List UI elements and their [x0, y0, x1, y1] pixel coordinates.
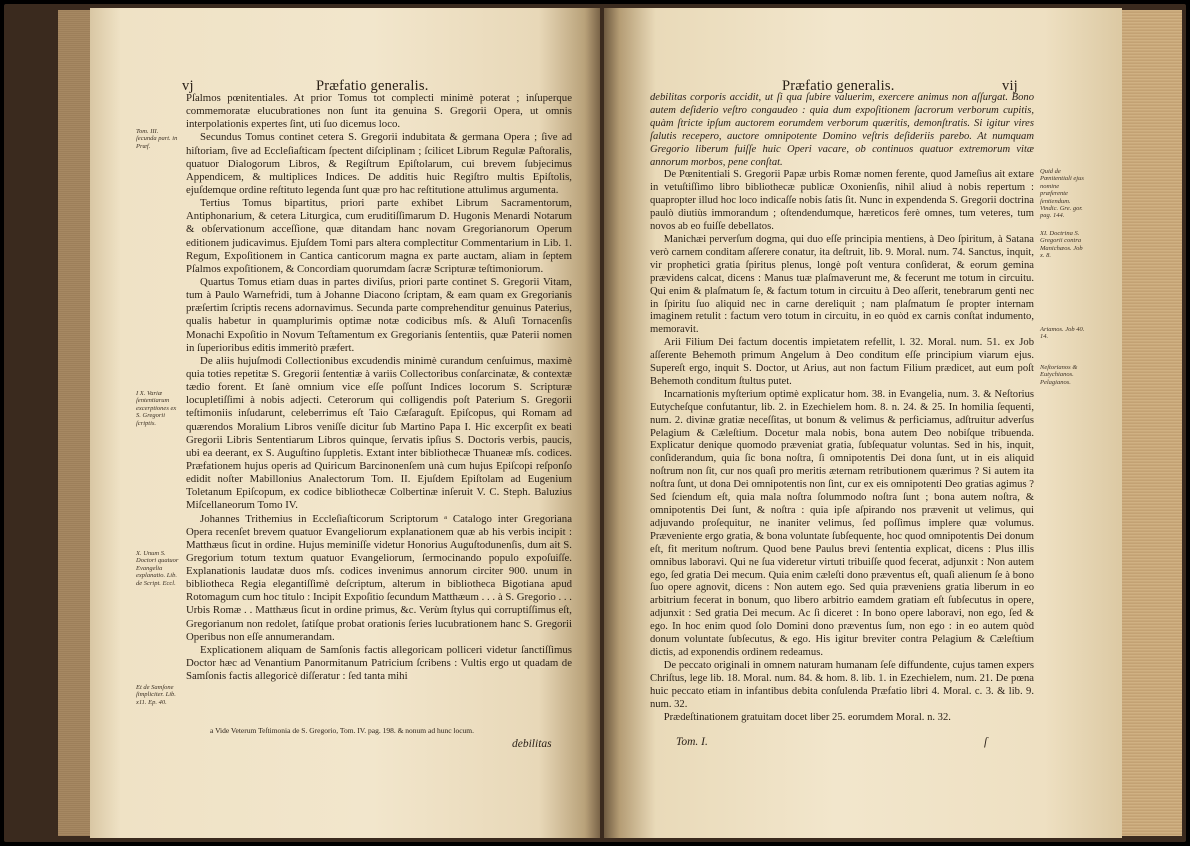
margin-note: XI. Doctrina S. Gregorii contra Manichæos. Job x. 8. [1040, 230, 1083, 260]
left-fore-edge [58, 10, 90, 836]
paragraph: Pſalmos pœnitentiales. At prior Tomus tot complecti minimè poterat ; inſuperque commemoratæ elucubrationes non ſunt ita genuina S. Gregorii Opera, ut omnis interpolationis expertes ſint, uti ſuo dicemus loco. [186, 92, 572, 131]
right-page [604, 8, 1122, 838]
margin-note: Tom. III. ſecunda part. in Præf. [136, 128, 178, 150]
paragraph: Explicationem aliquam de Samſonis factis allegoricam polliceri videtur ſanctiſſimus Doctor hæc ad Venantium Panormitanum Patricium ſcribens : Vultis ergo ut quadam de Samſonis factis allegoricè diſſeratur : ſed tanta mihi [186, 643, 572, 683]
left-page [90, 8, 600, 838]
paragraph: Quartus Tomus etiam duas in partes diviſus, priori parte continet S. Gregorii Vitam, tum à Paulo Warnefridi, tum à Johanne Diacono ſcriptam, & eam quam ex Gregorianis præſertim ſcriptis recens adornavimus. Secunda parte comprehenditur genuinus Paterius, qualis habetur in quamplurimis optimæ notæ codicibus mſs. & Aluſi Tornacenſis Monachi Expoſitio in Novum Teſtamentum ex Gregorianis ſententiis, quæ Paterii nomen in ſuperioribus editis immeritò præfert. [186, 275, 572, 354]
paragraph: De Pœnitentiali S. Gregorii Papæ urbis Romæ nomen ferente, quod Jameſius ait extare in vetuſtiſſimo libro bibliothecæ publicæ Oxonienſis, nihil aliud à nobis repertum : quapropter illud hoc loco indicaſſe nobis ſatis ſit. Nunc in expendenda S. Gregorii doctrina paulò diutiùs immorandum ; oſtendendumque, hæreticos ferè omnes, tum veteres, tum novos ab eo fuiſſe debellatos. [650, 169, 1034, 233]
paragraph: Tertius Tomus bipartitus, priori parte exhibet Librum Sacramentorum, Antiphonarium, & cetera Liturgica, cum eruditiſſimarum D. Hugonis Menardi Notarum & obſervationum acceſſione, quæ ditandam hanc novam Gregorianorum Operum editionem judicavimus. Ejuſdem Tomi pars altera complectitur Commentarium in Lib. 1. Regum, Expoſitionem in Cantica canticorum magna ex parte auctam, aliam in ſeptem Pſalmos expoſitionem, & Concordiam quorumdam ſacræ Scripturæ teſtimoniorum. [186, 197, 572, 275]
footnote: a Vide Veterum Teſtimonia de S. Gregorio, Tom. IV. pag. 198. & nonum ad hunc locum. [210, 726, 475, 735]
margin-note: Neſtorianos & Eutychianos. Pelagianos. [1040, 364, 1078, 386]
signature-mark: Tom. I. [676, 736, 708, 748]
right-running-header: Præfatio generalis. [782, 78, 895, 94]
signature-letter: ſ [984, 736, 988, 748]
margin-note: Quid de Pœnitentiali ejus nomine præferente ſentiendum. Vindic. Gre. gor. pag. 144. [1040, 168, 1084, 220]
right-page-number: vij [1002, 78, 1018, 94]
right-body [650, 92, 1034, 724]
paragraph: Johannes Trithemius in Eccleſiaſticorum Scriptorum ᵃ Catalogo inter Gregoriana Opera recenſet brevem quatuor Evangeliorum explanationem quæ ab his verbis incipit : Matthæus ſicut in ordine. Hujus meminiſſe videtur Honorius Auguſtodunenſis, dum ait S. Gregorium totum textum quatuor Evangeliorum, ſermocinando populo expoſuiſſe. Explanationis laudatæ duos mſs. codices invenimus annorum circiter 900. unum in bibliotheca Regia elegantiſſimè deſcriptum, alterum in bibliotheca Bigotiana apud Rotomagum cum hoc titulo : Incipit Expoſitio ſecundum Matthæum . . . à S. Gregorio . . . Urbis Romæ . . Matthæus ſicut in ordine primus, &c. Verùm ſtylus qui corruptiſſimus eſt, Gregorianum non redolet, ſatiſque probat orationis ſeries lucubrationem hanc S. Gregorii Operibus non eſſe annumerandam. [186, 512, 572, 643]
right-fore-edge [1122, 10, 1182, 836]
paragraph: De peccato originali in omnem naturam humanam ſeſe diffundente, cujus tamen expers Chriſtus, lege lib. 18. Moral. num. 84. & hom. 8. lib. 1. in Ezechielem, num. 21. De pœna huic peccato etiam in infantibus debita conſulenda Præfatio libri 4. Moral. c. 3. & lib. 9. num. 32. [650, 659, 1034, 710]
left-body [186, 92, 572, 683]
margin-note: I X. Variæ ſententiarum excerptiones ex S. Gregorii ſcriptis. [136, 390, 177, 427]
catchword: debilitas [512, 738, 552, 750]
left-page-number: vj [182, 78, 194, 94]
paragraph: debilitas corporis accidit, ut ſi qua ſubire valuerim, exercere animus non aſſurgat. Bono autem deſiderio veſtro congaudeo : quia dum expoſitionem ſacrorum verborum cupitis, quàm ſtricte ipſum auctorem eorumdem verborum quæritis, demonſtratis. Si igitur vires ſalutis recepero, auctore omnipotente Domino veſtris deſideriis parebo. At numquam Gregorio liberum fuiſſe huic Operi vacare, ob continuos quatuor extremorum vitæ annorum morbos, pene conſtat. [650, 92, 1034, 168]
paragraph: De aliis hujuſmodi Collectionibus excudendis minimè curandum cenſuimus, maximè quia toties repetitæ S. Gregorii ſententiæ à variis Collectoribus conſarcinatæ, & contextæ tædio forent. Et ſanè omnium vice eſſe poſſunt Indices locorum S. Scripturæ locupletiſſimi à nobis adjecti. Ceterorum qui colligendis poſt Paterium S. Gregorii teſtimoniis inſudarunt, celeberrimus eſt Taio Cæſaraguſt. Epiſcopus, qui Romam ad quærendos Moralium Libros veniſſe dicitur ſub Martino Papa I. Hic excerpſit ex beati Gregorii Libris Sententiarum Libros quinque, ſervatis ipſius S. Doctoris verbis, paucis, ubi ea deerant, ex S. Auguſtino ſuppletis. Extant inter bibliothecæ Thuaneæ mſs. codices. Præfationem hujus operis ad Quiricum Barcinonenſem unà cum hujus Epiſcopi reſponſo edidit noſter Mabillonius Analectorum Tom. II. Ejuſdem Epiſtolam ad Eugenium Toletanum Epiſcopum, ex codice bibliothecæ Colbertinæ inſeruit V. C. Steph. Baluzius Miſcellaneorum Tomo IV. [186, 354, 572, 512]
paragraph: Secundus Tomus continet cetera S. Gregorii indubitata & germana Opera ; ſive ad hiſtoriam, ſive ad Eccleſiaſticam ſpectent diſciplinam ; ſcilicet Librum Regulæ Paſtoralis, quatuor Dialogorum Libros, & Regiſtrum Epiſtolarum, cui brevem ſubjecimus Appendicem, & multiplices Indices. De additis huic Regiſtro multis Epiſtolis, ejuſdemque ordine reſtituto legenda ſunt quæ pro hac reſtitutione attulimus argumenta. [186, 131, 572, 196]
paragraph: Prædeſtinationem gratuitam docet liber 25. eorumdem Moral. n. 32. [663, 711, 951, 723]
paragraph: Arii Filium Dei factum docentis impietatem refellit, l. 32. Moral. num. 51. ex Job aſſerente Behemoth primum Angelum à Deo conditum eſſe principium viarum ejus. Supereſt ergo, inquit S. Doctor, ut Arius, aut non factum Filium prædicet, aut eum poſt Behemoth conditum ſtultus putet. [650, 337, 1034, 387]
margin-note: X. Unum S. Doctori quatuor Evangelia explanatio. Lib. de Script. Eccl. [136, 550, 179, 587]
paragraph: Manichæi perverſum dogma, qui duo eſſe principia mentiens, à Deo ſpiritum, à Satana verò carnem conditam aſſerere conatur, ita deſtruit, lib. 9. Moral. num. 74. Sanctus, inquit, vir propheticì gratia ſpiritus plenus, longè poſt ventura conſiderat, & eorum gemina prævidens calcat, dicens : Manus tuæ plaſmaverunt me, & fecerunt me totum in circuitu. Qui enim & plaſmatum ſe, & factum totum in circuitu à Deo aſſerit, tenebrarum genti nec in ſpiritu ſuo aliquid nec in carne dereliquit ; nam plaſmatum ſe propter internam imaginem retulit : factum vero totum in circuitu, in eo quòd ex carnis conſtat indumento, memoravit. [650, 233, 1034, 336]
margin-note: Et de Samſone ſimpliciter. Lib. x11. Ep. 40. [136, 684, 176, 706]
paragraph: Incarnationis myſterium optimè explicatur hom. 38. in Evangelia, num. 3. & Neſtorius Eutycheſque confutantur, lib. 2. in Ezechielem hom. 8. n. 24. & 25. In homilia ſequenti, num. 2. divinæ gratiæ neceſſitas, ut bonum & velimus & perficiamus, adſtruitur adverſus Pelagium & Cæleſtium. Docetur mala nobis, bona autem Deo nobiſque tribuenda. Explicatur denique quomodo præveniat gratia, ſubſequatur voluntas. Sed in his, inquit, conſiderandum, quia ſic bona noſtra, ſi omnipotentis Dei dona ſunt, ut in eis aliquid noſtrum non ſit, cur nos quaſi pro meritis æternam retributionem quærimus ? Si autem ita noſtra ſunt, ut dona Dei omnipotentis non ſint, cur ex eis omnipotenti Deo gratias agimus ? Sed ſciendum eſt, quia mala noſtra ſolummodo noſtra ſunt ; bona autem noſtra, & omnipotentis Dei ſunt, & noſtra : quia ipſe aſpirando nos prævenit ut velimus, qui adjuvando proſequitur, ne inaniter velimus, ſed poſſimus implere quæ volumus. Præveniente ergo gratia, & bona voluntate ſubſequente, hoc quod omnipotentis Dei donum eſt, fit meritum noſtrum. Quod bene Paulus brevi ſententia explicat, dicens : Plus illis omnibus laboravi. Qui ne ſua videretur virtuti tribuiſſe quod fecerat, adjunxit : Non autem ego, ſed gratia Dei mecum. Quia enim cæleſti dono præventus eſt, quaſi alienum ſe à bono ſuo opere agnovit, dicens : Non autem ego. Sed quia præveniens gratia liberum in eo arbitrium fecerat in bonum, quo libero arbitrio eamdem gratiam eſt ſubſecutus in opere, adjunxit : Sed gratia Dei mecum. Ac ſi diceret : In bono opere laboravi, non ego, ſed & ego. In hoc enim quod ſolo Domini dono præventus ſum, non ego : in eo autem quòd donum voluntate ſubſecutus, & ego. His igitur breviter contra Pelagium & Cæleſtium dictis, ad exponendis ordinem redeamus. [650, 388, 1034, 658]
margin-note: Ariamos. Job 40. 14. [1040, 326, 1085, 341]
left-running-header: Præfatio generalis. [316, 78, 429, 94]
